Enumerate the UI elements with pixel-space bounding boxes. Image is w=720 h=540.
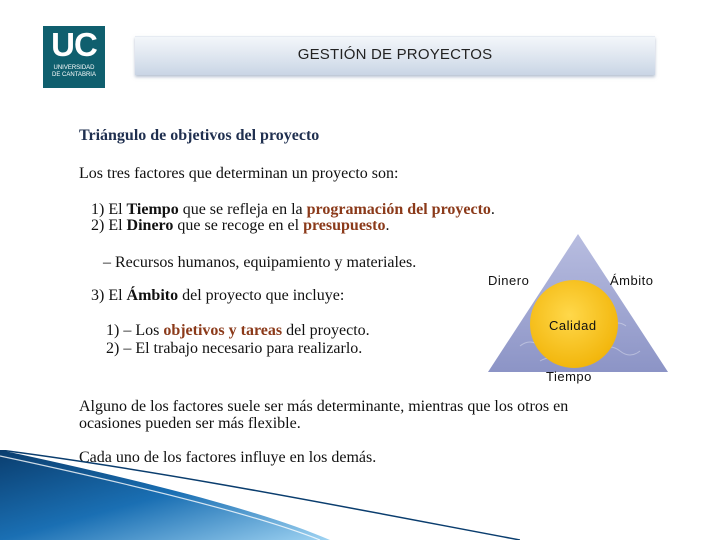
list-item-dinero — [91, 218, 389, 234]
intro-text: Los tres factores que determinan un proyecto son: — [79, 165, 399, 182]
paragraph-closing: Cada uno de los factores influye en los demás. — [79, 449, 377, 466]
item2-middle: que se recoge en el — [173, 217, 304, 234]
item2-prefix: 2) El — [91, 217, 127, 234]
item2-detail: – Recursos humanos, equipamiento y materiales. — [103, 254, 417, 271]
list-item-tiempo — [91, 202, 495, 218]
item2-term: Dinero — [126, 217, 174, 234]
paragraph-line1: Alguno de los factores suele ser más determinante, mientras que los otros en — [79, 398, 569, 415]
logo-subtitle-line2: DE CANTABRIA — [52, 72, 96, 78]
decorative-corner-swoosh — [0, 450, 520, 540]
objectives-triangle-diagram — [480, 226, 680, 386]
item1-highlight: programación del proyecto — [306, 201, 491, 218]
logo-subtitle — [45, 65, 103, 79]
label-calidad: Calidad — [549, 318, 597, 333]
item1-middle: que se refleja en la — [178, 201, 307, 218]
paragraph-line2: ocasiones pueden ser más flexible. — [79, 415, 301, 432]
label-tiempo: Tiempo — [546, 369, 592, 384]
item1-term: Tiempo — [126, 201, 179, 218]
item2-highlight: presupuesto — [303, 217, 386, 234]
sub-item-trabajo: 2) – El trabajo necesario para realizarlo. — [106, 340, 363, 357]
sub1-suffix: del proyecto. — [282, 322, 370, 339]
label-ambito: Ámbito — [610, 273, 654, 288]
sub-item-objetivos — [106, 323, 370, 339]
item2-suffix: . — [385, 217, 390, 234]
item3-prefix: 3) El — [91, 287, 127, 304]
item3-suffix: del proyecto que incluye: — [178, 287, 345, 304]
logo-text: UC — [51, 26, 97, 63]
sub1-prefix: 1) – Los — [106, 322, 164, 339]
label-dinero: Dinero — [488, 273, 530, 288]
section-heading: Triángulo de objetivos del proyecto — [79, 127, 320, 144]
slide-title: GESTIÓN DE PROYECTOS — [297, 46, 493, 63]
item1-suffix: . — [490, 201, 495, 218]
university-logo — [43, 26, 105, 88]
triangle-graphic — [480, 226, 680, 386]
sub1-highlight: objetivos y tareas — [163, 322, 283, 339]
list-item-ambito — [91, 288, 344, 304]
logo-subtitle-line1: UNIVERSIDAD — [53, 65, 95, 71]
item1-prefix: 1) El — [91, 201, 127, 218]
item3-term: Ámbito — [126, 287, 179, 304]
title-bar — [135, 36, 655, 75]
